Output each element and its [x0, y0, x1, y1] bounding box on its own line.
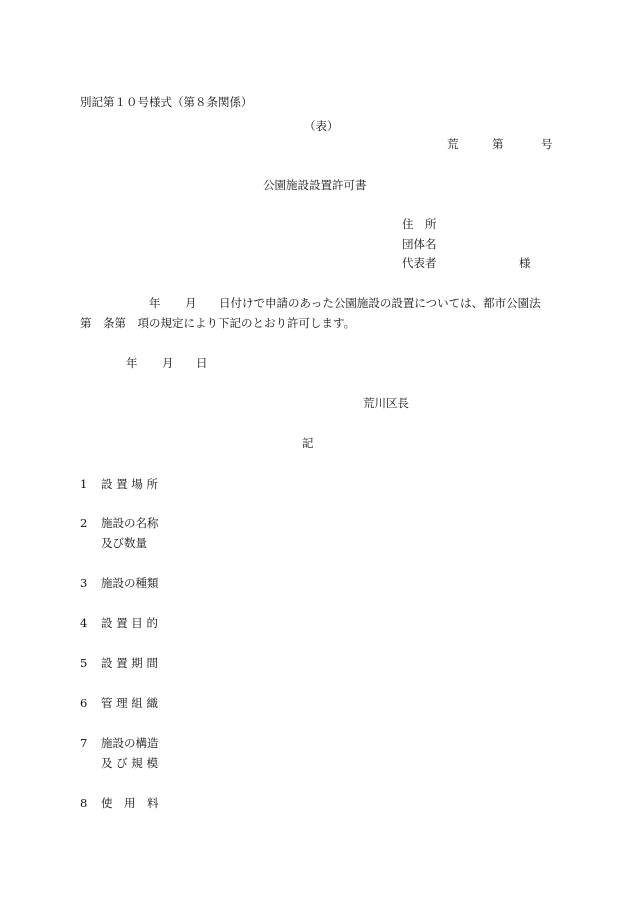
item-number: 4: [80, 616, 88, 630]
item-label-second-line: 及 び 規 模: [101, 756, 158, 770]
permit-number-go: 号: [541, 137, 553, 151]
permit-number-dai: 第: [492, 137, 504, 151]
item-number: 5: [80, 656, 88, 670]
item-number: 3: [80, 576, 88, 590]
document-title: 公園施設設置許可書: [263, 178, 367, 192]
date-year: 年: [126, 356, 138, 370]
body-year: 年: [149, 296, 161, 310]
item-number: 8: [80, 796, 88, 810]
item-number: 2: [80, 516, 88, 530]
permit-number-prefix: 荒: [447, 137, 459, 151]
body-line2: 第 条第 項の規定により下記のとおり許可します。: [80, 316, 356, 330]
issuer-name: 荒川区長: [363, 396, 409, 410]
group-name-label: 団体名: [402, 237, 437, 251]
form-number: 別記第１０号様式（第８条関係）: [80, 95, 253, 109]
item-label: 管 理 組 織: [101, 696, 158, 710]
item-label: 施設の種類: [101, 576, 159, 590]
body-month: 月: [185, 296, 197, 310]
item-label-second-line: 及び数量: [101, 536, 147, 550]
item-label: 使 用 料: [101, 796, 159, 810]
side-indicator: （表）: [304, 119, 339, 133]
ki-heading: 記: [302, 436, 314, 450]
date-month: 月: [162, 356, 174, 370]
item-label: 施設の構造: [101, 736, 159, 750]
item-label: 施設の名称: [101, 516, 159, 530]
date-day: 日: [196, 356, 208, 370]
honorific-sama: 様: [519, 256, 531, 270]
item-number: 6: [80, 696, 88, 710]
body-line1: 日付けで申請のあった公園施設の設置については、都市公園法: [219, 296, 541, 310]
item-label: 設 置 場 所: [101, 477, 158, 491]
representative-label: 代表者: [402, 256, 437, 270]
item-label: 設 置 期 間: [101, 656, 158, 670]
item-label: 設 置 目 的: [101, 616, 158, 630]
item-number: 1: [80, 477, 88, 491]
item-number: 7: [80, 736, 88, 750]
address-label: 住 所: [402, 217, 437, 231]
